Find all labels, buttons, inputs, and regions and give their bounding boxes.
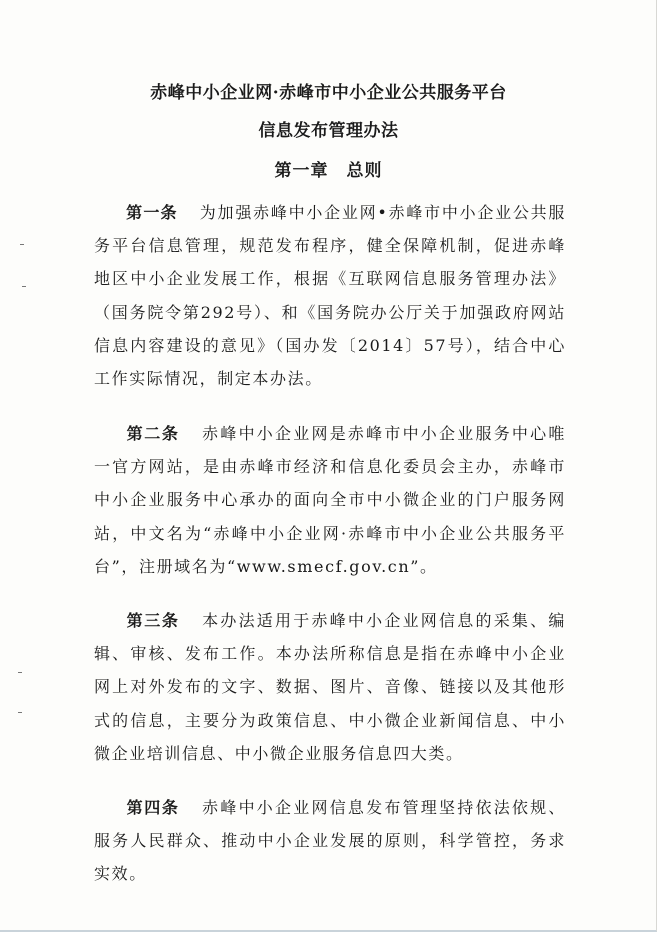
scan-speck [20,244,24,245]
scan-speck [18,712,22,713]
article-3 [94,604,566,770]
article-3-label: 第三条 [126,611,180,630]
article-4-text: 赤峰中小企业网信息发布管理坚持依法依规、服务人民群众、推动中小企业发展的原则，科学管控，务求实效。 [94,798,566,884]
article-3-text: 本办法适用于赤峰中小企业网信息的采集、编辑、审核、发布工作。本办法所称信息是指在赤峰中小企业网上对外发布的文字、数据、图片、音像、链接以及其他形式的信息，主要分为政策信息、中小微企业新闻信息、中小微企业培训信息、中小微企业服务信息四大类。 [94,611,566,763]
document-title-line2: 信息发布管理办法 [258,121,399,141]
article-2-label: 第二条 [126,424,180,443]
article-2 [94,417,566,583]
scan-speck [22,286,26,287]
article-1 [94,196,566,395]
article-4 [94,791,566,891]
article-4-label: 第四条 [126,798,180,817]
article-1-text: 为加强赤峰中小企业网•赤峰市中小企业公共服务平台信息管理，规范发布程序，健全保障机制，促进赤峰地区中小企业发展工作，根据《互联网信息服务管理办法》（国务院令第292号）、和《国务院办公厅关于加强政府网站信息内容建设的意见》（国办发〔2014〕57号），结合中心工作实际情况，制定本办法。 [94,203,566,389]
chapter-heading: 第一章 总则 [274,161,383,181]
article-2-text: 赤峰中小企业网是赤峰市中小企业服务中心唯一官方网站，是由赤峰市经济和信息化委员会主办，赤峰市中小企业服务中心承办的面向全市中小微企业的门户服务网站，中文名为“赤峰中小企业网·赤峰市中小企业公共服务平台”，注册域名为“www.smecf.gov.cn”。 [94,424,566,576]
article-1-label: 第一条 [126,203,178,222]
document-title-line1: 赤峰中小企业网·赤峰市中小企业公共服务平台 [150,83,507,103]
scan-speck [18,672,22,673]
